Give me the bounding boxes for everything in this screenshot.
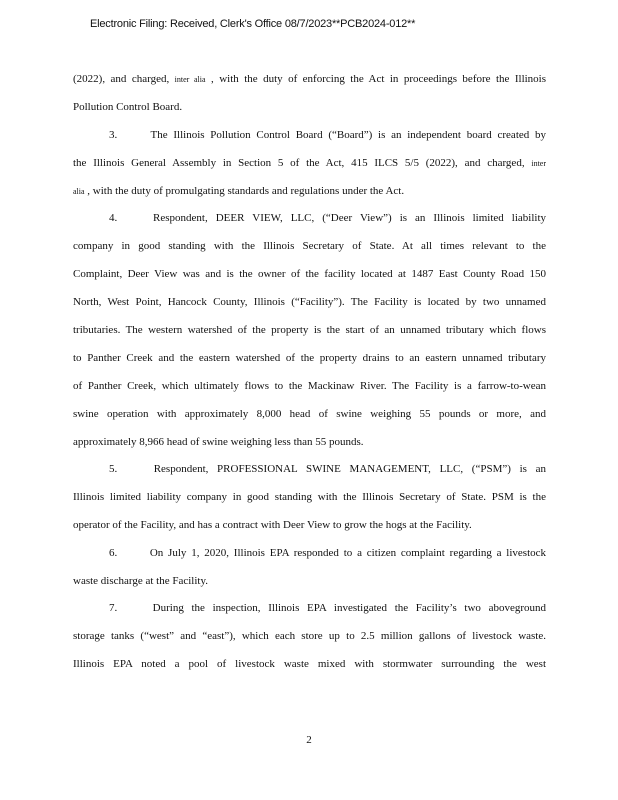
paragraph-number: 4. xyxy=(109,212,118,224)
text-run: (2022), and charged, xyxy=(73,73,170,85)
paragraph-number: 7. xyxy=(109,602,118,614)
text-run: Respondent, PROFESSIONAL SWINE MANAGEMENT, LLC, (“PSM”) is an xyxy=(153,463,547,475)
text-run: the Illinois General Assembly in Section 5 of the Act, 415 ILCS 5/5 (2022), and charged, xyxy=(73,157,525,169)
paragraph-6-first-line xyxy=(109,547,546,560)
italic-term: inter xyxy=(531,159,547,168)
paragraph-5-first-line xyxy=(109,463,546,476)
italic-term: alia xyxy=(73,187,85,196)
text-run: During the inspection, Illinois EPA investigated the Facility’s two aboveground xyxy=(152,602,546,614)
body-line: storage tanks (“west” and “east”), which each store up to 2.5 million gallons of livestock waste. xyxy=(73,630,546,642)
text-run: , with the duty of promulgating standards and regulations under the Act. xyxy=(87,185,405,197)
body-line: tributaries. The western watershed of the property is the start of an unnamed tributary which flows xyxy=(73,324,546,336)
body-line: Illinois limited liability company in good standing with the Illinois Secretary of State. PSM is the xyxy=(73,491,546,503)
text-run: , with the duty of enforcing the Act in proceedings before the Illinois xyxy=(211,73,547,85)
paragraph-number: 5. xyxy=(109,463,118,475)
body-line: operator of the Facility, and has a contract with Deer View to grow the hogs at the Facility. xyxy=(73,519,472,531)
body-line: approximately 8,966 head of swine weighing less than 55 pounds. xyxy=(73,436,364,448)
paragraph-number: 6. xyxy=(109,547,118,559)
paragraph-7-first-line xyxy=(109,602,546,615)
body-line xyxy=(73,73,546,86)
body-line: Illinois EPA noted a pool of livestock waste mixed with stormwater surrounding the west xyxy=(73,658,546,670)
paragraph-number: 3. xyxy=(109,129,118,141)
body-line: company in good standing with the Illinois Secretary of State. At all times relevant to the xyxy=(73,240,546,252)
page-number: 2 xyxy=(306,734,312,746)
body-line: waste discharge at the Facility. xyxy=(73,575,209,587)
filing-stamp: Electronic Filing: Received, Clerk's Office 08/7/2023**PCB2024-012** xyxy=(90,18,416,30)
body-line: Complaint, Deer View was and is the owner of the facility located at 1487 East County Road 150 xyxy=(73,268,546,280)
body-line: of Panther Creek, which ultimately flows to the Mackinaw River. The Facility is a farrow-to-wean xyxy=(73,380,546,392)
body-line: Pollution Control Board. xyxy=(73,101,183,113)
body-line: swine operation with approximately 8,000 head of swine weighing 55 pounds or more, and xyxy=(73,408,546,420)
paragraph-3-first-line xyxy=(109,129,546,142)
italic-term: inter alia xyxy=(174,75,206,84)
body-line xyxy=(73,185,404,198)
paragraph-4-first-line xyxy=(109,212,546,225)
text-run: The Illinois Pollution Control Board (“Board”) is an independent board created by xyxy=(150,129,546,141)
body-line: to Panther Creek and the eastern watershed of the property drains to an eastern unnamed tributary xyxy=(73,352,546,364)
body-line xyxy=(73,157,546,170)
text-run: On July 1, 2020, Illinois EPA responded to a citizen complaint regarding a livestock xyxy=(149,547,547,559)
body-line: North, West Point, Hancock County, Illinois (“Facility”). The Facility is located by two unnamed xyxy=(73,296,546,308)
text-run: Respondent, DEER VIEW, LLC, (“Deer View”) is an Illinois limited liability xyxy=(153,212,546,224)
